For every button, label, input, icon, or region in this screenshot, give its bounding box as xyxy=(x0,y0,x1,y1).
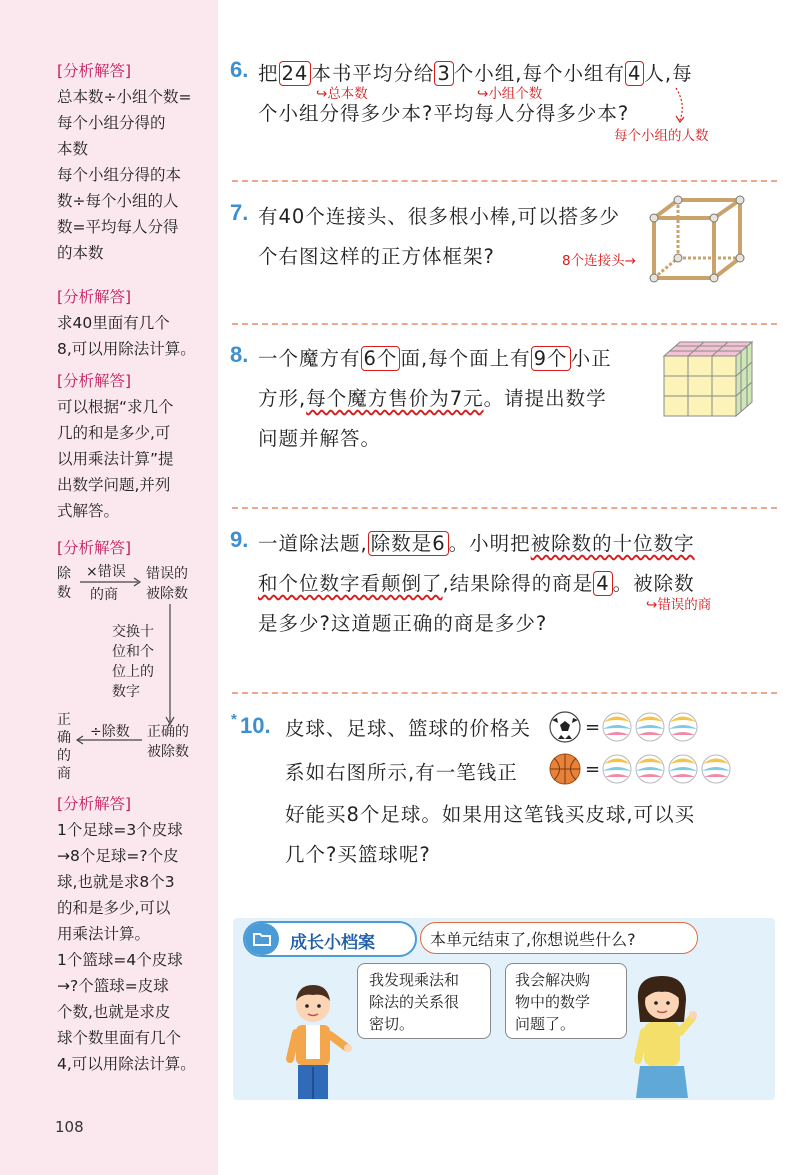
analysis-line: 求40里面有几个 xyxy=(57,314,170,332)
analysis-line: 数÷每个小组的人 xyxy=(57,192,179,210)
analysis-line: 数=平均每人分得 xyxy=(57,218,179,236)
flow-right-quotient: 确 xyxy=(57,730,71,746)
rubiks-cube-image xyxy=(660,338,756,418)
analysis-line: 出数学问题,并列 xyxy=(57,476,171,494)
flow-right-dividend: 正确的 xyxy=(147,724,189,740)
analysis-line: 每个小组分得的 xyxy=(57,114,166,132)
question-line: 问题并解答。 xyxy=(258,427,382,450)
annotation-arrow xyxy=(672,86,692,126)
analysis-line: 本数 xyxy=(57,140,89,158)
text: 。小明把 xyxy=(448,532,531,555)
annotation-group-count: ↪小组个数 xyxy=(477,86,543,102)
page-number: 108 xyxy=(55,1118,84,1136)
text: ,结果除得的商是 xyxy=(442,572,594,595)
highlight-box: 4 xyxy=(625,61,644,86)
basketball-icon xyxy=(550,754,580,784)
flow-right-quotient: 商 xyxy=(57,766,71,782)
highlight-box: 6个 xyxy=(361,346,401,371)
highlight-box: 9个 xyxy=(531,346,571,371)
text: 一个魔方有 xyxy=(258,347,361,370)
analysis-line: 几的和是多少,可 xyxy=(57,424,171,442)
flow-wrong-quotient: 的商 xyxy=(90,587,118,603)
analysis-line: 用乘法计算。 xyxy=(57,925,151,943)
question-line xyxy=(258,343,612,371)
annotation-text: 总本数 xyxy=(327,86,368,102)
soccer-ball-icon xyxy=(550,712,580,742)
question-number: 6. xyxy=(230,57,249,82)
beach-ball-icon xyxy=(636,713,664,741)
question-line xyxy=(258,568,695,596)
annotation-text: 错误的商 xyxy=(657,597,712,613)
analysis-line: →?个篮球=皮球 xyxy=(57,977,169,995)
dashed-divider xyxy=(232,323,777,325)
annotation-total-books: ↪总本数 xyxy=(316,86,368,102)
analysis-line: 1个足球=3个皮球 xyxy=(57,821,183,839)
girl-illustration xyxy=(624,970,704,1100)
analysis-line: 式解答。 xyxy=(57,502,120,520)
question-line: 几个?买篮球呢? xyxy=(285,843,431,866)
speech-bubble-boy-text: 我发现乘法和 除法的关系很 密切。 xyxy=(369,971,460,1033)
flow-dividend: 除 xyxy=(57,566,71,582)
question-number: 8. xyxy=(230,342,249,367)
text: 本书平均分给 xyxy=(311,62,435,85)
beach-ball-icon xyxy=(603,755,631,783)
beach-ball-icon xyxy=(636,755,664,783)
analysis-line: 球,也就是求8个3 xyxy=(57,873,175,891)
dashed-divider xyxy=(232,692,777,694)
flow-wrong-dividend: 被除数 xyxy=(146,586,188,602)
annotation-people-per-group: 每个小组的人数 xyxy=(614,128,709,144)
flow-swap: 位和个 xyxy=(112,644,154,660)
text: 一道除法题, xyxy=(258,532,368,555)
beach-ball-icon xyxy=(669,755,697,783)
dashed-divider xyxy=(232,507,777,509)
text: 人,每 xyxy=(644,62,693,85)
flow-right-quotient: 正 xyxy=(57,712,71,728)
highlight-box: 24 xyxy=(279,61,312,86)
text: 面,每个面上有 xyxy=(400,347,531,370)
flow-wrong-dividend: 错误的 xyxy=(146,566,188,582)
text: 小正 xyxy=(570,347,612,370)
analysis-line: 个数,也就是求皮 xyxy=(57,1003,171,1021)
analysis-line: 每个小组分得的本 xyxy=(57,166,182,184)
text: 把 xyxy=(258,62,279,85)
beach-ball-icon xyxy=(603,713,631,741)
analysis-line: 4,可以用除法计算。 xyxy=(57,1055,196,1073)
flow-swap: 数字 xyxy=(112,684,140,700)
flow-swap: 交换十 xyxy=(112,624,154,640)
question-line: 皮球、足球、篮球的价格关 xyxy=(285,717,532,740)
wavy-underline-text: 被除数的十位数字 xyxy=(530,532,695,555)
question-line: 个小组分得多少本?平均每人分得多少本? xyxy=(258,102,630,125)
question-line: 是多少?这道题正确的商是多少? xyxy=(258,612,548,635)
text: 个小组,每个小组有 xyxy=(453,62,625,85)
text: 。被除数 xyxy=(612,572,695,595)
highlight-box: 除数是6 xyxy=(368,531,449,556)
text: 方形, xyxy=(258,387,307,410)
beach-ball-icon xyxy=(669,713,697,741)
analysis-heading: [分析解答] xyxy=(57,795,132,813)
annotation-text: 小组个数 xyxy=(488,86,543,102)
flow-div: ÷除数 xyxy=(90,724,130,740)
question-line xyxy=(258,383,607,411)
question-line: 有40个连接头、很多根小棒,可以搭多少 xyxy=(258,205,621,228)
highlight-box: 4 xyxy=(593,571,612,596)
analysis-line: 总本数÷小组个数= xyxy=(57,88,192,106)
growth-title: 成长小档案 xyxy=(290,933,375,953)
question-number: 9. xyxy=(230,527,249,552)
equals-sign: = xyxy=(585,759,601,780)
analysis-line: 以用乘法计算”提 xyxy=(57,450,174,468)
analysis-line: 的本数 xyxy=(57,244,104,262)
analysis-line: 8,可以用除法计算。 xyxy=(57,340,196,358)
analysis-line: →8个足球=?个皮 xyxy=(57,847,179,865)
speech-bubble-girl-text: 我会解决购 物中的数学 问题了。 xyxy=(515,971,591,1033)
flow-mul: ×错误 xyxy=(86,564,126,580)
analysis-heading: [分析解答] xyxy=(57,288,132,306)
analysis-line: 1个篮球=4个皮球 xyxy=(57,951,183,969)
highlight-box: 3 xyxy=(434,61,453,86)
annotation-connectors: 8个连接头→ xyxy=(562,253,636,269)
boy-illustration xyxy=(276,975,356,1100)
analysis-heading: [分析解答] xyxy=(57,62,132,80)
question-number: 10. xyxy=(240,713,271,738)
annotation-text: 8个连接头 xyxy=(562,253,625,269)
challenge-star: * xyxy=(231,711,237,728)
folder-icon xyxy=(245,923,279,955)
equals-sign: = xyxy=(585,717,601,738)
annotation-wrong-quotient: ↪错误的商 xyxy=(646,597,712,613)
wavy-underline-text: 每个魔方售价为7元 xyxy=(306,387,484,410)
question-line xyxy=(258,528,695,556)
growth-question: 本单元结束了,你想说些什么? xyxy=(430,930,636,949)
flow-dividend: 数 xyxy=(57,585,71,601)
question-number: 7. xyxy=(230,200,249,225)
beach-ball-icon xyxy=(702,755,730,783)
flow-right-quotient: 的 xyxy=(57,748,71,764)
question-line: 个右图这样的正方体框架? xyxy=(258,245,495,268)
wavy-underline-text: 和个位数字看颠倒了 xyxy=(258,572,443,595)
analysis-line: 的和是多少,可以 xyxy=(57,899,171,917)
flow-swap: 位上的 xyxy=(112,664,154,680)
question-line: 好能买8个足球。如果用这笔钱买皮球,可以买 xyxy=(285,803,696,826)
cube-frame-image xyxy=(648,194,748,286)
folder-icon-bg xyxy=(245,923,279,955)
text: 。请提出数学 xyxy=(483,387,607,410)
analysis-heading: [分析解答] xyxy=(57,372,132,390)
ball-price-diagram xyxy=(547,706,757,796)
analysis-line: 可以根据“求几个 xyxy=(57,398,174,416)
question-line: 系如右图所示,有一笔钱正 xyxy=(285,761,518,784)
flow-right-dividend: 被除数 xyxy=(147,744,189,760)
dashed-divider xyxy=(232,180,777,182)
analysis-heading: [分析解答] xyxy=(57,539,132,557)
analysis-line: 球个数里面有几个 xyxy=(57,1029,182,1047)
